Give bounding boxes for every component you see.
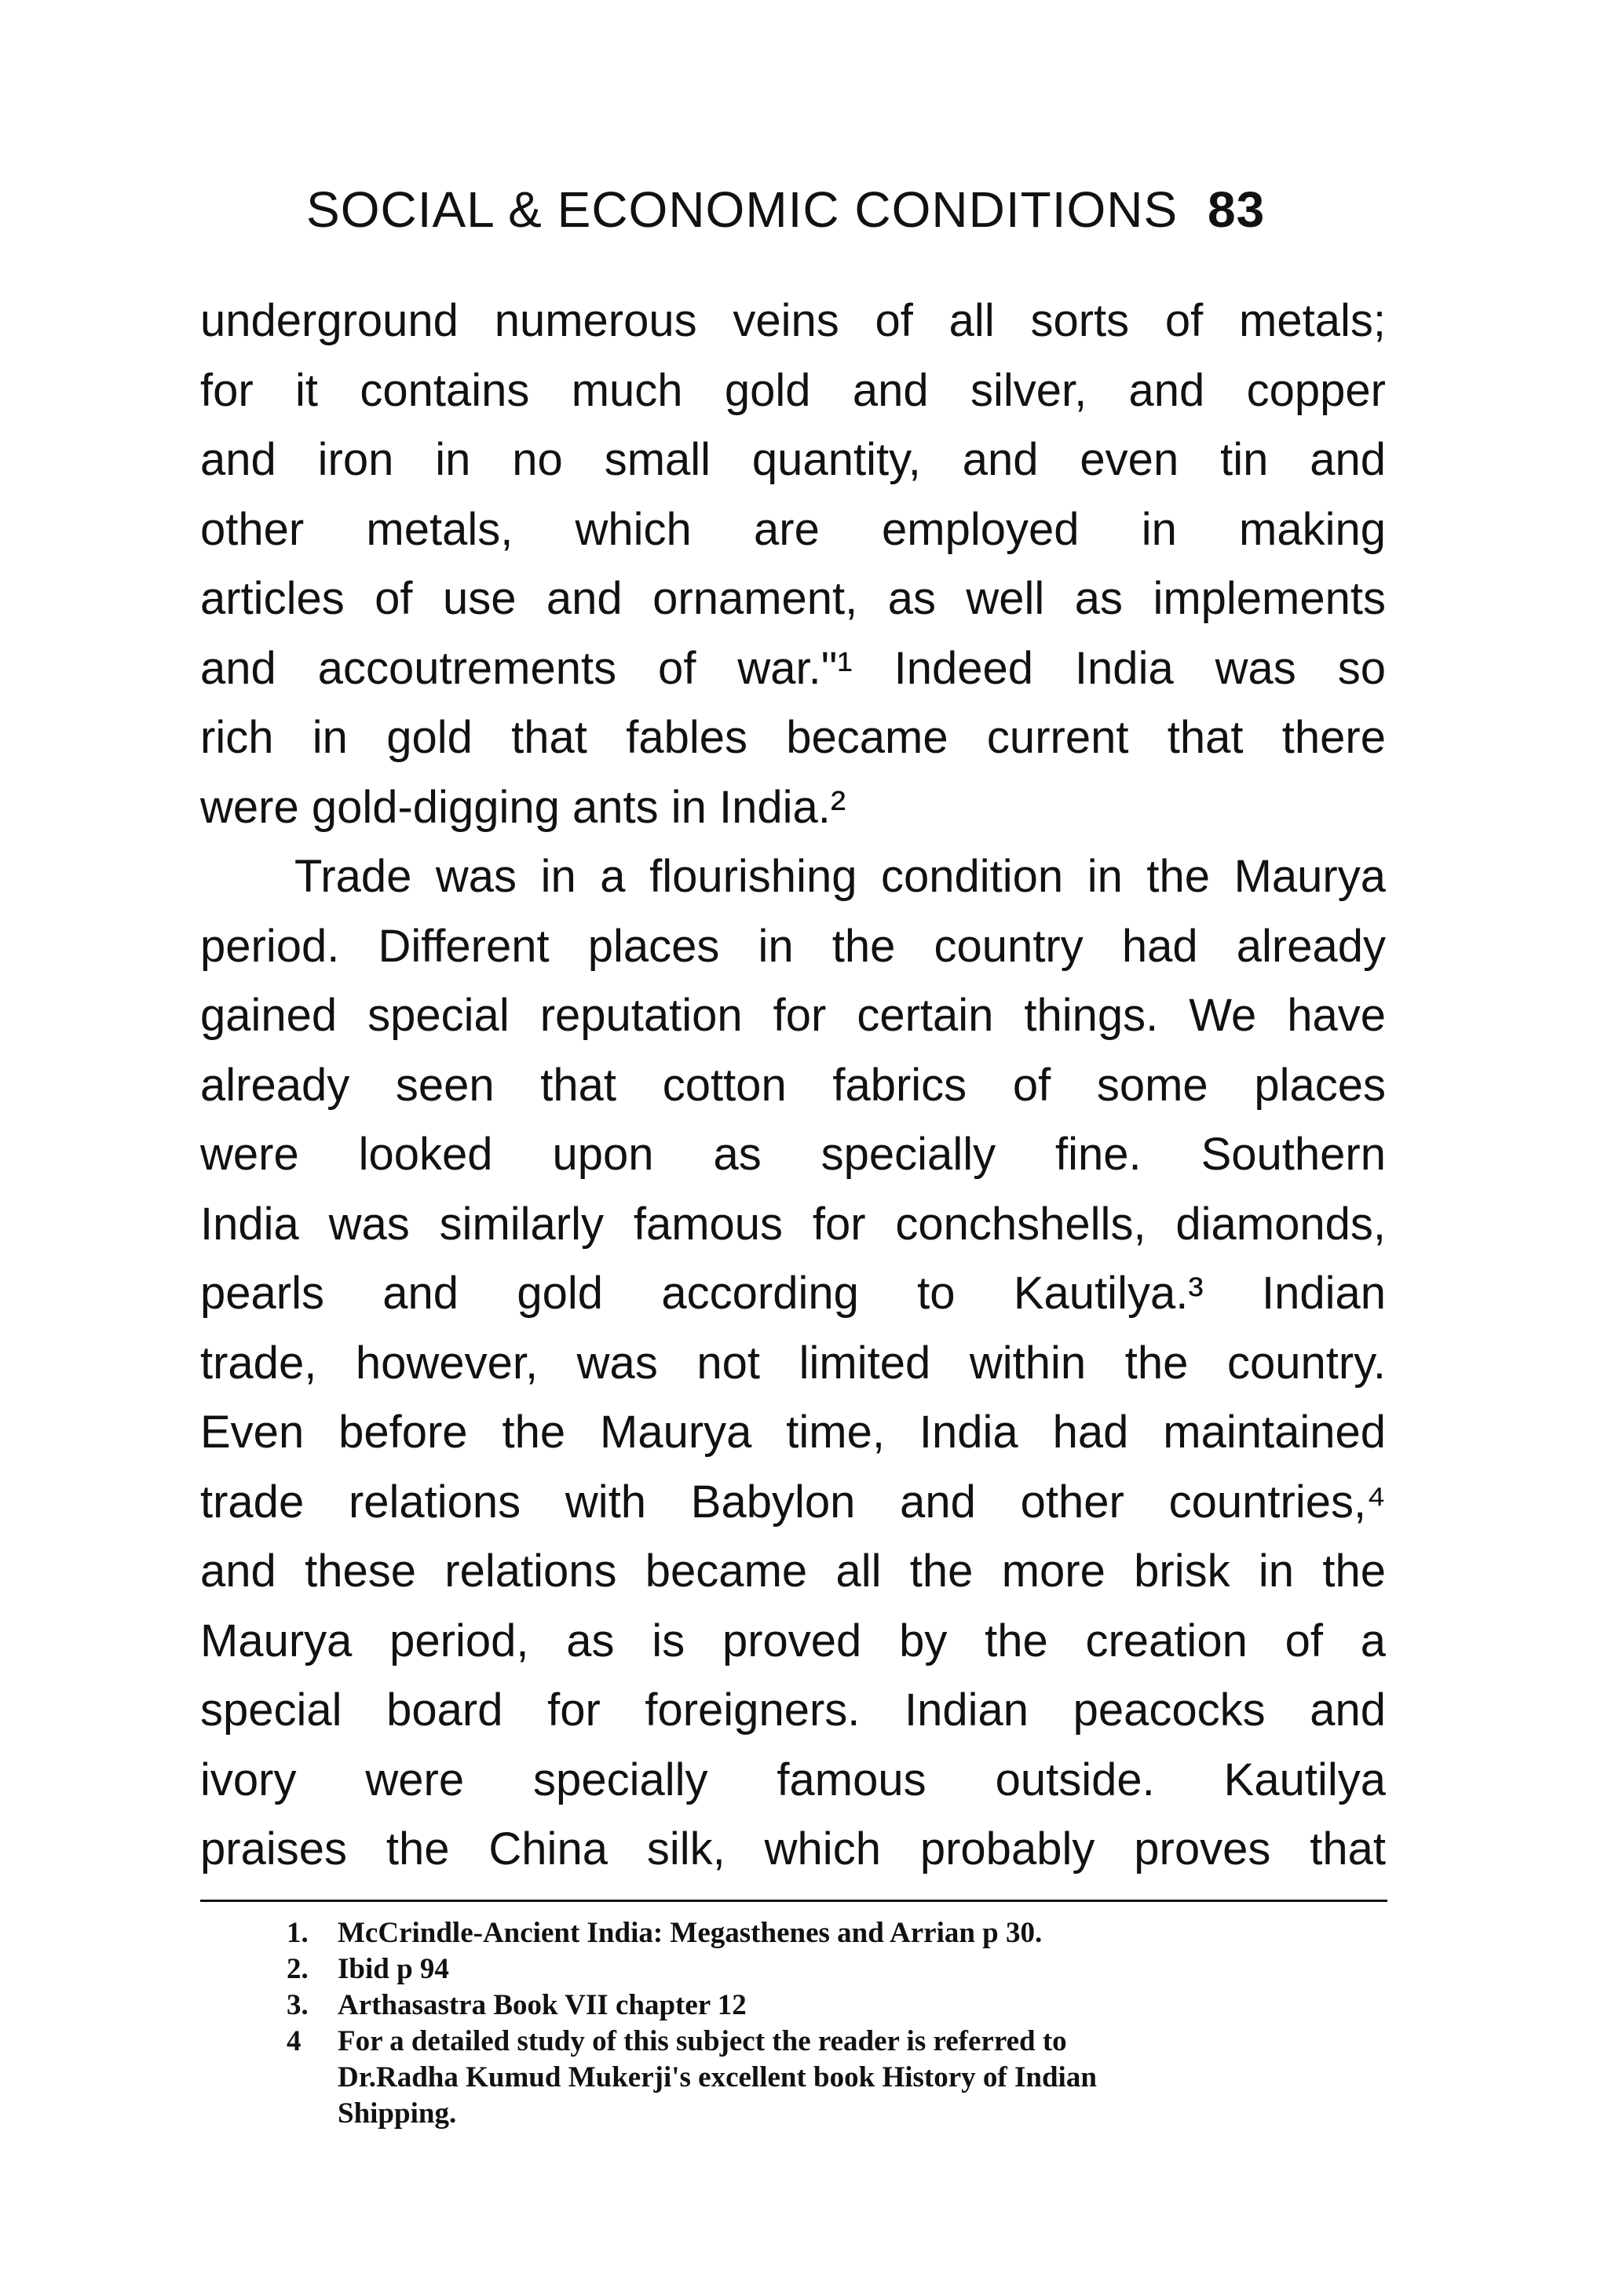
text-line: trade relations with Babylon and other countries,⁴ [200,1476,1386,1528]
text-line: special board for foreigners. Indian peacocks and [200,1685,1386,1736]
footnote-text: McCrindle-Ancient India: Megasthenes and Arrian p 30. [338,1917,1043,1949]
text-line: Maurya period, as is proved by the creation of a [200,1615,1386,1666]
text-line: pearls and gold according to Kautilya.³ Indian [200,1268,1386,1319]
footnote-text: Arthasastra Book VII chapter 12 [338,1989,747,2021]
text-line: India was similarly famous for conchshells, diamonds, [200,1198,1386,1250]
text-line: already seen that cotton fabrics of some places [200,1059,1386,1111]
running-header [306,174,1405,245]
footnote [287,2024,1394,2132]
footnote-number: 3. [287,1989,309,2021]
text-line: other metals, which are employed in making [200,503,1386,555]
text-line: articles of use and ornament, as well as implements [200,573,1386,624]
text-line: underground numerous veins of all sorts of metals; [200,295,1386,346]
paragraph-start-line: Trade was in a flourishing condition in the Maurya [294,851,1386,902]
footnote-text: Ibid p 94 [338,1953,449,1985]
text-line: gained special reputation for certain things. We have [200,990,1386,1041]
footnote-number: 4 [287,2025,302,2057]
footnote [287,1915,1394,1951]
footnote-text-continued: Shipping. [338,2097,457,2130]
text-line: rich in gold that fables became current that there [200,712,1386,763]
page-number: 83 [1208,181,1266,238]
footnote [287,1951,1394,1988]
chapter-title: SOCIAL & ECONOMIC CONDITIONS [306,181,1179,238]
text-line: and iron in no small quantity, and even tin and [200,434,1386,485]
footnote [287,1988,1394,2024]
text-line: and accoutrements of war."¹ Indeed India was so [200,642,1386,694]
footnotes [287,1915,1394,2132]
footnote-number: 1. [287,1917,309,1949]
footnote-divider [200,1900,1387,1902]
text-line: were looked upon as specially fine. Southern [200,1129,1386,1180]
text-line: Even before the Maurya time, India had maintained [200,1407,1386,1458]
body-text [200,287,1386,1885]
footnote-number: 2. [287,1953,309,1985]
footnote-text-continued: Dr.Radha Kumud Mukerji's excellent book History of Indian [338,2061,1097,2093]
text-line: were gold-digging ants in India.² [200,781,846,833]
text-line: for it contains much gold and silver, and copper [200,364,1386,416]
text-line: period. Different places in the country had already [200,920,1386,972]
footnote-text: For a detailed study of this subject the reader is referred to [338,2025,1067,2057]
text-line: praises the China silk, which probably proves that [200,1823,1386,1874]
text-line: ivory were specially famous outside. Kautilya [200,1754,1386,1805]
text-line: and these relations became all the more brisk in the [200,1546,1386,1597]
text-line: trade, however, was not limited within the country. [200,1337,1386,1389]
